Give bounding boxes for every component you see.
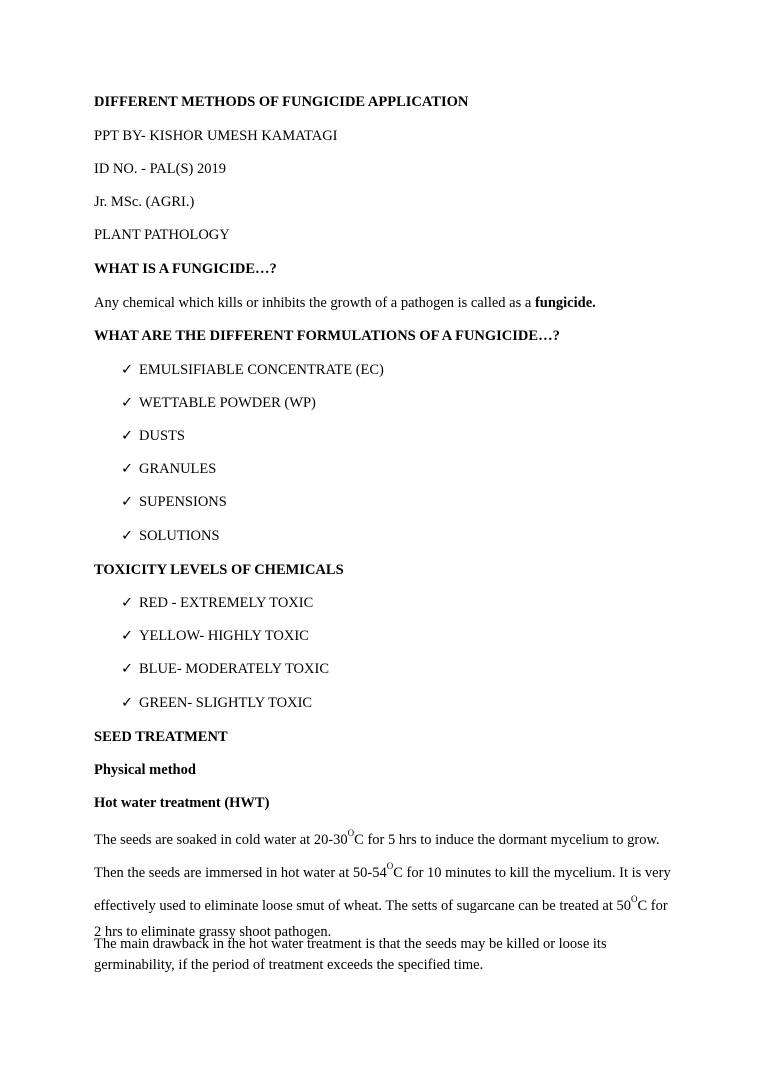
physical-method-heading: Physical method [94,762,196,778]
toxicity-heading: TOXICITY LEVELS OF CHEMICALS [94,562,344,578]
checkmark-icon: ✓ [121,628,134,644]
doc-title: DIFFERENT METHODS OF FUNGICIDE APPLICATION [94,94,469,110]
degree-symbol: O [630,894,638,904]
hwt-heading: Hot water treatment (HWT) [94,795,270,811]
degree-symbol: O [386,861,394,871]
toxicity-item: ✓ GREEN- SLIGHTLY TOXIC [121,695,313,711]
fungicide-question: WHAT IS A FUNGICIDE…? [94,261,277,277]
formulation-item: ✓ EMULSIFIABLE CONCENTRATE (EC) [121,362,384,378]
hwt-drawback-paragraph: The main drawback in the hot water treatment is that the seeds may be killed or loose its germinability, if the period of treatment exceeds the specified time. [94,936,607,973]
checkmark-icon: ✓ [121,661,134,677]
checkmark-icon: ✓ [121,461,134,477]
seed-treatment-heading: SEED TREATMENT [94,729,228,745]
toxicity-item: ✓ YELLOW- HIGHLY TOXIC [121,628,309,644]
formulation-item: ✓ WETTABLE POWDER (WP) [121,395,316,411]
toxicity-item: ✓ BLUE- MODERATELY TOXIC [121,661,329,677]
formulation-item: ✓ GRANULES [121,461,217,477]
checkmark-icon: ✓ [121,528,134,544]
formulation-item: ✓ SOLUTIONS [121,528,220,544]
degree-symbol: O [347,828,355,838]
definition-text: Any chemical which kills or inhibits the growth of a pathogen is called as a [94,295,535,311]
department-line: PLANT PATHOLOGY [94,227,230,243]
hwt-paragraph: The seeds are soaked in cold water at $20-30^OC$ for 5 hrs to induce the dormant mycelium to grow. Then the seeds are immersed in hot water at $50-54^OC$ for 10 minutes to kill the mycelium. It is very effectively used to eliminate loose smut of wheat. The setts of sugarcane can be treated at $50^OC$ for 2 hrs to eliminate grassy shoot pathogen. [94,828,671,940]
formulation-item: ✓ SUPENSIONS [121,494,227,510]
formulation-item: ✓ DUSTS [121,428,185,444]
fungicide-definition [94,295,596,312]
formulations-question: WHAT ARE THE DIFFERENT FORMULATIONS OF A FUNGICIDE…? [94,328,560,344]
id-line: ID NO. - PAL(S) 2019 [94,161,226,177]
checkmark-icon: ✓ [121,428,134,444]
definition-term: fungicide. [534,295,596,311]
author-line: PPT BY- KISHOR UMESH KAMATAGI [94,128,338,144]
checkmark-icon: ✓ [121,362,134,378]
checkmark-icon: ✓ [121,494,134,510]
toxicity-item: ✓ RED - EXTREMELY TOXIC [121,595,314,611]
degree-line: Jr. MSc. (AGRI.) [94,194,195,210]
checkmark-icon: ✓ [121,695,134,711]
checkmark-icon: ✓ [121,395,134,411]
checkmark-icon: ✓ [121,595,134,611]
